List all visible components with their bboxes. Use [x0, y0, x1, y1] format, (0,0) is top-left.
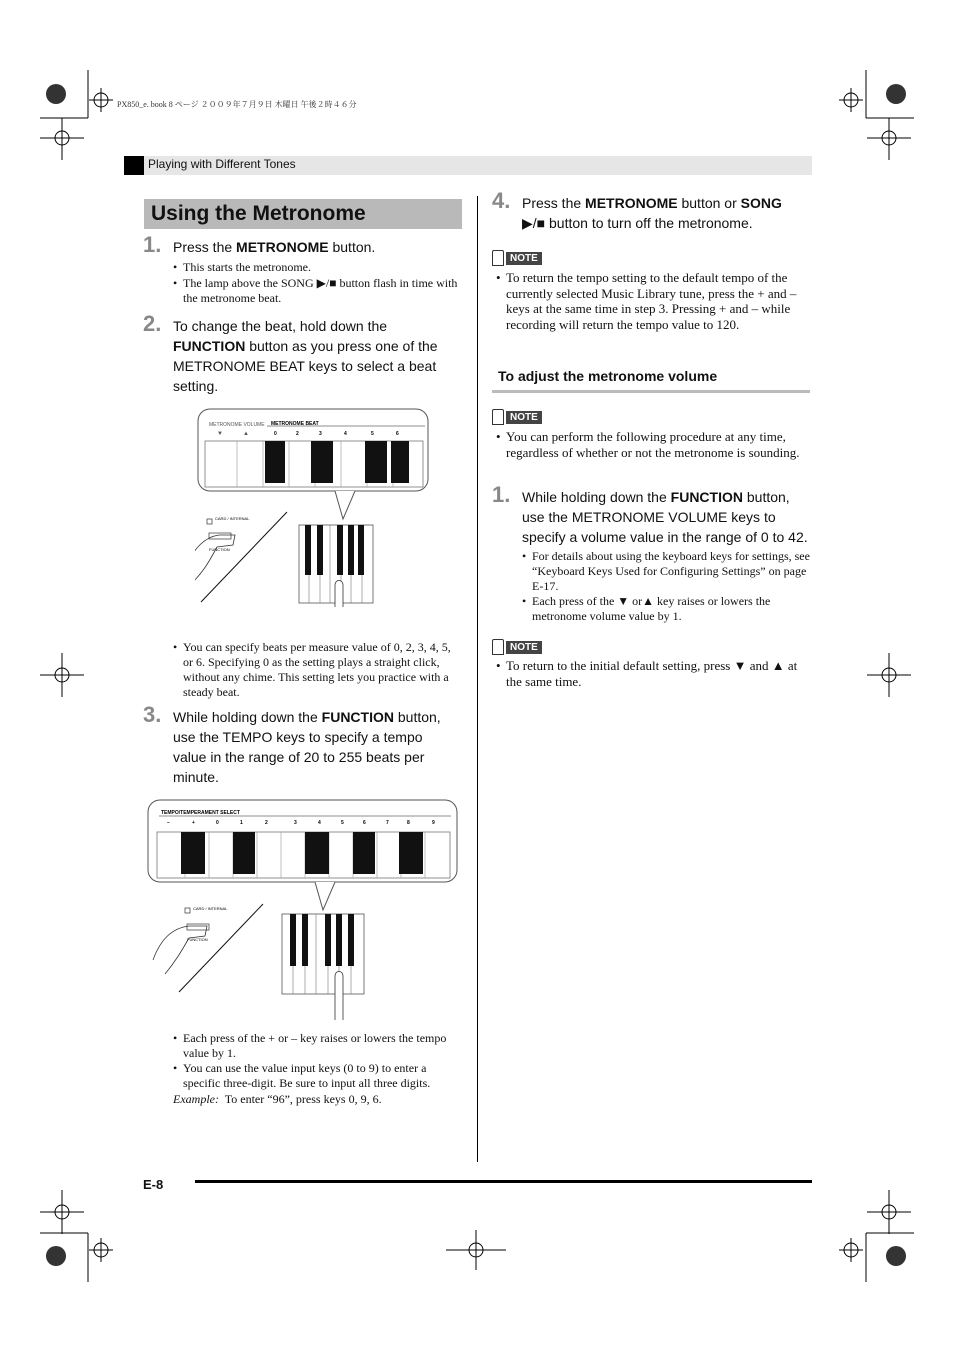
pencil-icon — [492, 250, 504, 266]
svg-text:FUNCTION: FUNCTION — [209, 547, 230, 552]
svg-text:2: 2 — [265, 820, 268, 826]
step-number: 4. — [492, 188, 511, 213]
list-item: • You can perform the following procedure at any time, regardless of whether or not the metronome is sounding. — [496, 429, 800, 460]
svg-text:5: 5 — [341, 820, 344, 826]
svg-text:0: 0 — [216, 820, 219, 826]
list-item: • For details about using the keyboard keys for settings, see “Keyboard Keys Used for Configuring Settings” on page E-17. — [522, 549, 810, 593]
section-header: Playing with Different Tones — [148, 157, 296, 171]
svg-text:FUNCTION: FUNCTION — [187, 937, 208, 942]
step-number: 1. — [143, 232, 162, 257]
svg-text:7: 7 — [386, 820, 389, 826]
note-badge: NOTE — [492, 409, 542, 425]
svg-text:5: 5 — [371, 431, 374, 437]
svg-text:–: – — [167, 820, 170, 826]
list-item: • To return to the initial default setting, press ▼ and ▲ at the same time. — [496, 658, 798, 689]
step-text: To change the beat, hold down the FUNCTION button as you press one of the METRONOME BEAT keys to select a beat setting. — [173, 318, 438, 394]
svg-text:6: 6 — [396, 431, 399, 437]
svg-text:+: + — [192, 820, 195, 826]
example-text: Example: To enter “96”, press keys 0, 9, 6. — [173, 1092, 382, 1106]
page-number: E-8 — [143, 1177, 164, 1192]
svg-text:CARD / INTERNAL: CARD / INTERNAL — [215, 516, 250, 521]
list-item: • Each press of the + or – key raises or lowers the tempo value by 1. — [173, 1031, 447, 1060]
svg-text:6: 6 — [363, 820, 366, 826]
list-item: • This starts the metronome. — [173, 260, 311, 274]
subheading-rule — [492, 390, 810, 393]
list-item: • The lamp above the SONG ▶/■ button flash in time with the metronome beat. — [173, 276, 458, 305]
step-text: Press the METRONOME button. — [173, 239, 376, 255]
list-item: • Each press of the ▼ or▲ key raises or lowers the metronome volume value by 1. — [522, 594, 771, 623]
subheading: To adjust the metronome volume — [498, 368, 718, 384]
tempo-label: TEMPO/TEMPERAMENT SELECT — [161, 810, 240, 816]
svg-text:CARD / INTERNAL: CARD / INTERNAL — [193, 906, 228, 911]
note-badge: NOTE — [492, 250, 542, 266]
svg-text:3: 3 — [294, 820, 297, 826]
footer-rule — [195, 1180, 812, 1183]
step-number: 3. — [143, 702, 162, 727]
page-title: Using the Metronome — [151, 202, 366, 225]
metronome-beat-keyboard-figure — [195, 407, 431, 607]
note-badge: NOTE — [492, 639, 542, 655]
svg-text:▲: ▲ — [243, 431, 249, 437]
step-text: While holding down the FUNCTION button, use the TEMPO keys to specify a tempo value in the range of 20 to 255 beats per minute. — [173, 709, 441, 785]
pencil-icon — [492, 639, 504, 655]
step-number: 2. — [143, 311, 162, 336]
svg-text:4: 4 — [344, 431, 347, 437]
svg-text:1: 1 — [240, 820, 243, 826]
svg-text:9: 9 — [432, 820, 435, 826]
step-text: Press the METRONOME button or SONG ▶/■ button to turn off the metronome. — [522, 195, 782, 231]
list-item: • You can use the value input keys (0 to 9) to enter a specific three-digit. Be sure to input all three digits. — [173, 1061, 431, 1090]
list-item: • To return the tempo setting to the default tempo of the currently selected Music Library tune, press the + and – keys at the same time in step 3. Pressing + and – while recording will return the tempo value to 120. — [496, 270, 797, 332]
section-header-block — [124, 156, 144, 175]
svg-text:0: 0 — [274, 431, 277, 437]
step-number: 1. — [492, 482, 511, 507]
svg-text:2: 2 — [296, 431, 299, 437]
svg-text:▼: ▼ — [217, 431, 223, 437]
pencil-icon — [492, 409, 504, 425]
tempo-keyboard-figure — [145, 798, 461, 1024]
svg-text:4: 4 — [318, 820, 321, 826]
metronome-volume-label: METRONOME VOLUME — [209, 422, 265, 428]
svg-text:8: 8 — [407, 820, 410, 826]
column-divider — [477, 196, 478, 1162]
list-item: • You can specify beats per measure value of 0, 2, 3, 4, 5, or 6. Specifying 0 as the setting plays a straight click, without any chime. This setting lets you practice with a steady beat. — [173, 640, 451, 699]
file-header: PX850_e. book 8 ページ ２００９年７月９日 木曜日 午後２時４６分 — [117, 100, 357, 109]
metronome-beat-label: METRONOME BEAT — [271, 421, 319, 427]
svg-text:3: 3 — [319, 431, 322, 437]
step-text: While holding down the FUNCTION button, use the METRONOME VOLUME keys to specify a volume value in the range of 0 to 42. — [522, 489, 808, 545]
